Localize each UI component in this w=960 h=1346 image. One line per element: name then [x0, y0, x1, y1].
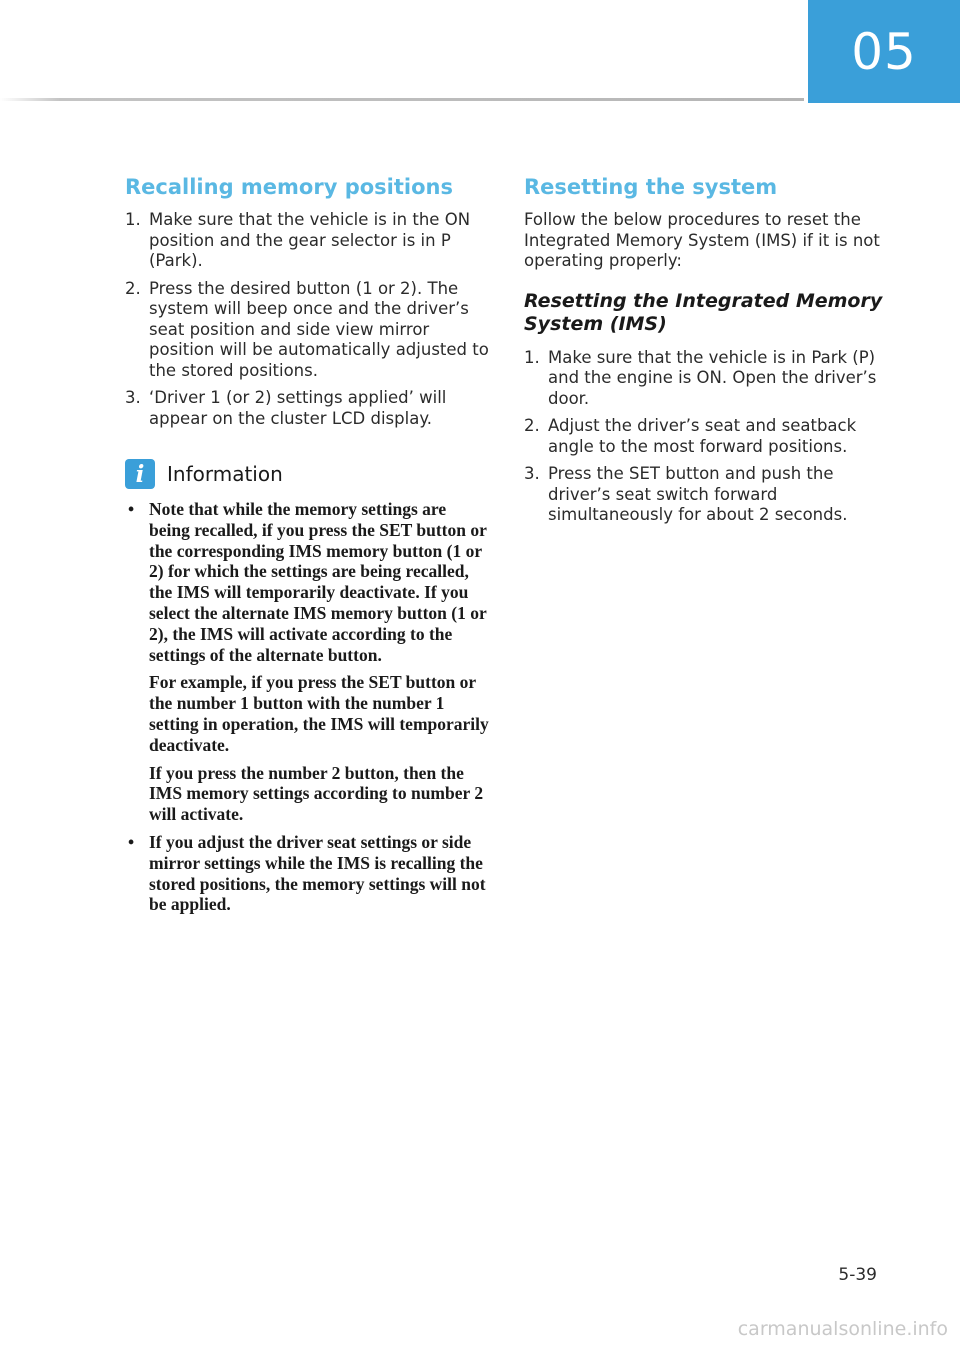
header-rule	[0, 98, 804, 101]
reset-steps	[524, 348, 884, 526]
chapter-tab: 05	[808, 0, 960, 103]
information-title: Information	[167, 462, 283, 486]
information-notes	[125, 499, 490, 915]
right-column	[524, 172, 884, 533]
page-number: 5-39	[838, 1265, 877, 1285]
recall-step-2: 2. Press the desired button (1 or 2). The system will beep once and the driver’s seat position and side view mirror position will be automatically adjusted to the stored positions.	[125, 278, 489, 380]
bullet: •	[128, 499, 135, 519]
section-title-recalling: Recalling memory positions	[125, 175, 453, 199]
reset-step-2: 2. Adjust the driver’s seat and seatback angle to the most forward positions.	[524, 416, 857, 456]
section-title-resetting: Resetting the system	[524, 175, 778, 199]
information-icon: i	[125, 459, 155, 489]
reset-intro: Follow the below procedures to reset the Integrated Memory System (IMS) if it is not operating properly:	[524, 210, 880, 270]
information-note-2: • If you adjust the driver seat settings or side mirror settings while the IMS is recalling the stored positions, the memory settings will not be applied.	[128, 831, 486, 915]
reset-step-1: 1. Make sure that the vehicle is in Park (P) and the engine is ON. Open the driver’s door.	[524, 347, 877, 408]
left-column	[125, 172, 490, 922]
information-note-1: • Note that while the memory settings are being recalled, if you press the SET button or the corresponding IMS memory button (1 or 2) for which the settings are being recalled, the IMS will temporarily deactivate. If you select the alternate IMS memory button (1 or 2), the IMS will activate according to the settings of the alternate button. For example, if you press the SET button or the number 1 button with the number 1 setting in operation, the IMS will temporarily deactivate. If you press the number 2 button, then the IMS memory settings according to number 2 will activate.	[128, 499, 489, 825]
reset-step-3: 3. Press the SET button and push the driver’s seat switch forward simultaneously for about 2 seconds.	[524, 464, 848, 524]
recall-step-1: 1. Make sure that the vehicle is in the ON position and the gear selector is in P (Park).	[125, 210, 471, 270]
recall-step-3: 3. ‘Driver 1 (or 2) settings applied’ will appear on the cluster LCD display.	[125, 388, 447, 428]
information-header	[125, 459, 490, 489]
bullet: •	[128, 831, 135, 852]
subsection-title-ims: Resetting the Integrated Memory System (IMS)	[524, 289, 883, 335]
watermark: carmanualsonline.info	[737, 1318, 948, 1340]
recall-steps	[125, 210, 490, 429]
